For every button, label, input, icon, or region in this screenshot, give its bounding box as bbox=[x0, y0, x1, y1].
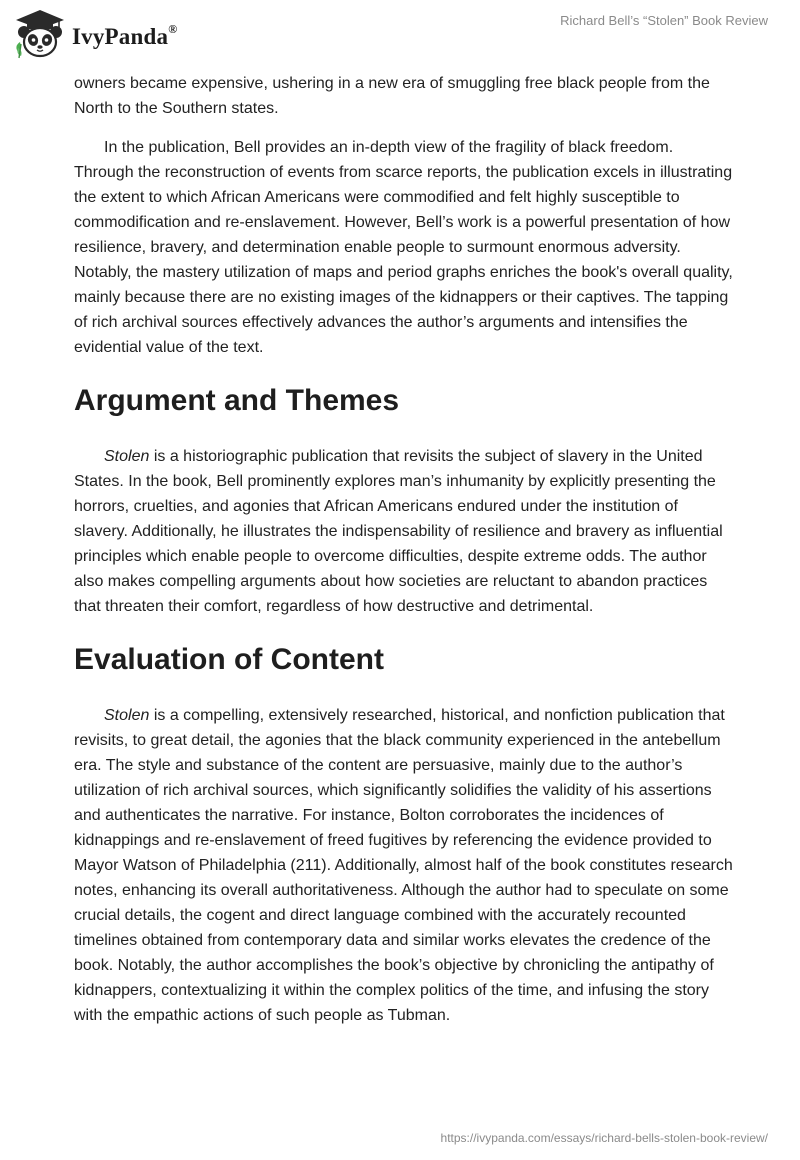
book-title-italic: Stolen bbox=[104, 448, 150, 465]
source-url-link[interactable]: https://ivypanda.com/essays/richard-bells-stolen-book-review/ bbox=[440, 1131, 768, 1145]
essay-body bbox=[74, 71, 734, 1028]
registered-mark: ® bbox=[168, 22, 178, 36]
ivypanda-logo[interactable] bbox=[12, 8, 177, 62]
paragraph-evaluation bbox=[74, 703, 734, 1028]
book-title-italic: Stolen bbox=[104, 707, 150, 724]
paragraph-publication-overview: In the publication, Bell provides an in-depth view of the fragility of black freedom. Through the reconstruction of events from scarce reports, the publication excels in illustrating the extent to which African Americans were commodified and felt highly susceptible to commodification and re-enslavement. However, Bell’s work is a powerful presentation of how resilience, bravery, and determination enable people to surmount enormous adversity. Notably, the mastery utilization of maps and period graphs enriches the book's overall quality, mainly because there are no existing images of the kidnappers or their captives. The tapping of rich archival sources effectively advances the author’s arguments and intensifies the evidential value of the text. bbox=[74, 139, 733, 356]
logo-wordmark bbox=[72, 24, 177, 50]
logo-name: IvyPanda bbox=[72, 24, 169, 49]
paragraph-argument-text: is a historiographic publication that revisits the subject of slavery in the United States. In the book, Bell prominently explores man’s inhumanity by explicitly presenting the horrors, cruelties, and agonies that African Americans endured under the institution of slavery. Additionally, he illustrates the indispensability of resilience and bravery as influential principles which enable people to overcome difficulties, despite extreme odds. The author also makes compelling arguments about how societies are reluctant to abandon practices that threaten their comfort, regardless of how destructive and detrimental. bbox=[74, 448, 723, 615]
page-header bbox=[0, 0, 800, 68]
heading-evaluation-of-content: Evaluation of Content bbox=[74, 643, 384, 676]
paragraph-evaluation-text: is a compelling, extensively researched, historical, and nonfiction publication that revisits, to great detail, the agonies that the black community experienced in the antebellum era. The style and substance of the content are persuasive, mainly due to the author’s utilization of rich archival sources, which significantly solidifies the validity of his assertions and authenticates the narrative. For instance, Bolton corroborates the incidences of kidnappings and re-enslavement of freed fugitives by referencing the evidence provided to Mayor Watson of Philadelphia (211). Additionally, almost half of the book constitutes research notes, enhancing its overall authoritativeness. Although the author had to speculate on some crucial details, the cogent and direct language combined with the accurately recounted timelines obtained from contemporary data and similar works elevates the credence of the book. Notably, the author accomplishes the book’s objective by chronicling the antipathy of kidnappers, contextualizing it within the complex politics of the time, and infusing the story with the empathic actions of such people as Tubman. bbox=[74, 707, 733, 1024]
heading-argument-and-themes: Argument and Themes bbox=[74, 384, 400, 417]
paragraph-argument bbox=[74, 444, 734, 619]
panda-graduate-logo-icon bbox=[12, 8, 68, 62]
paragraph-continuation: owners became expensive, ushering in a new era of smuggling free black people from the North to the Southern states. bbox=[74, 75, 710, 117]
document-title: Richard Bell’s “Stolen” Book Review bbox=[560, 13, 768, 28]
